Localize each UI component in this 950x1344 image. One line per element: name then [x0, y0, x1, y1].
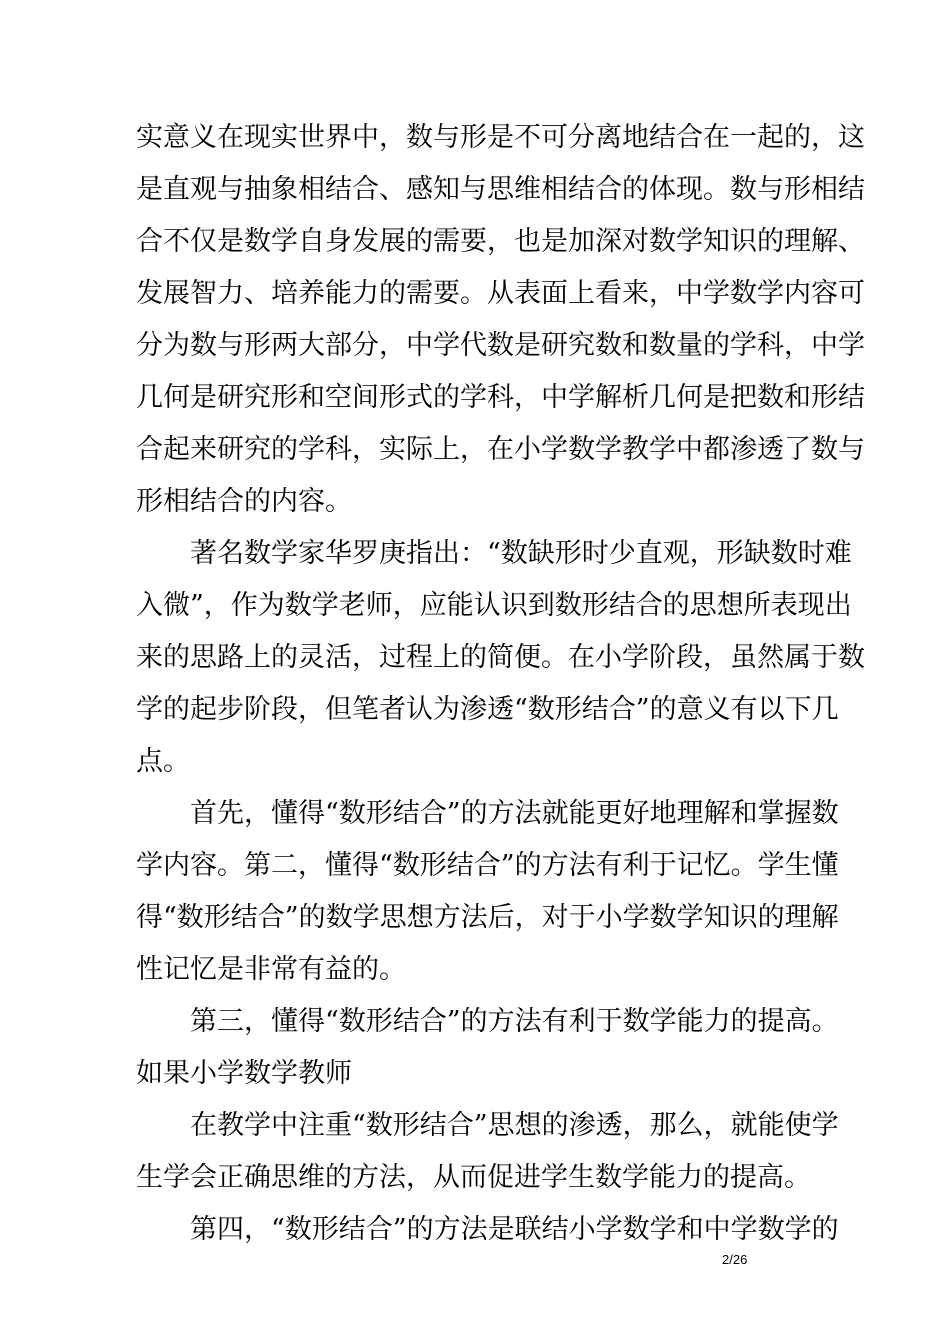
text-line: 性记忆是非常有益的。 — [136, 954, 406, 985]
paragraph-number-shape-significance — [136, 112, 865, 528]
text-line: 来的思路上的灵活，过程上的简便。在小学阶段，虽然属于数 — [136, 642, 865, 673]
text-line: 分为数与形两大部分，中学代数是研究数和数量的学科，中学 — [136, 330, 865, 361]
paragraph-third-point — [136, 996, 839, 1100]
text-line: 第三，懂得“数形结合”的方法有利于数学能力的提高。 — [190, 1006, 839, 1037]
text-line: 如果小学数学教师 — [136, 1058, 352, 1089]
text-line: 生学会正确思维的方法，从而促进学生数学能力的提高。 — [136, 1162, 811, 1193]
text-line: 在教学中注重“数形结合”思想的渗透，那么，就能使学 — [190, 1110, 839, 1141]
text-line: 是直观与抽象相结合、感知与思维相结合的体现。数与形相结 — [136, 174, 865, 205]
text-line: 几何是研究形和空间形式的学科，中学解析几何是把数和形结 — [136, 382, 865, 413]
text-line: 发展智力、培养能力的需要。从表面上看来，中学数学内容可 — [136, 278, 865, 309]
paragraph-fourth-point — [136, 1204, 839, 1256]
text-line: 第四，“数形结合”的方法是联结小学数学和中学数学的 — [190, 1214, 839, 1245]
text-line: 实意义在现实世界中，数与形是不可分离地结合在一起的，这 — [136, 122, 865, 153]
text-line: 合起来研究的学科，实际上，在小学数学教学中都渗透了数与 — [136, 434, 865, 465]
page-number: 2/26 — [722, 1252, 748, 1267]
body-text — [136, 112, 865, 1256]
text-line: 学的起步阶段，但笔者认为渗透“数形结合”的意义有以下几 — [136, 694, 839, 725]
paragraph-teaching-continuation — [136, 1100, 839, 1204]
text-line: 点。 — [136, 746, 190, 777]
text-line: 合不仅是数学自身发展的需要，也是加深对数学知识的理解、 — [136, 226, 865, 257]
text-line: 形相结合的内容。 — [136, 486, 352, 517]
text-line: 首先，懂得“数形结合”的方法就能更好地理解和掌握数 — [190, 798, 839, 829]
paragraph-first-second-points — [136, 788, 839, 996]
text-line: 学内容。第二，懂得“数形结合”的方法有利于记忆。学生懂 — [136, 850, 839, 881]
text-line: 著名数学家华罗庚指出：“数缺形时少直观，形缺数时难 — [190, 538, 852, 569]
paragraph-hua-luogeng-quote — [136, 528, 865, 788]
text-line: 入微”，作为数学老师，应能认识到数形结合的思想所表现出 — [136, 590, 852, 621]
text-line: 得“数形结合”的数学思想方法后，对于小学数学知识的理解 — [136, 902, 839, 933]
